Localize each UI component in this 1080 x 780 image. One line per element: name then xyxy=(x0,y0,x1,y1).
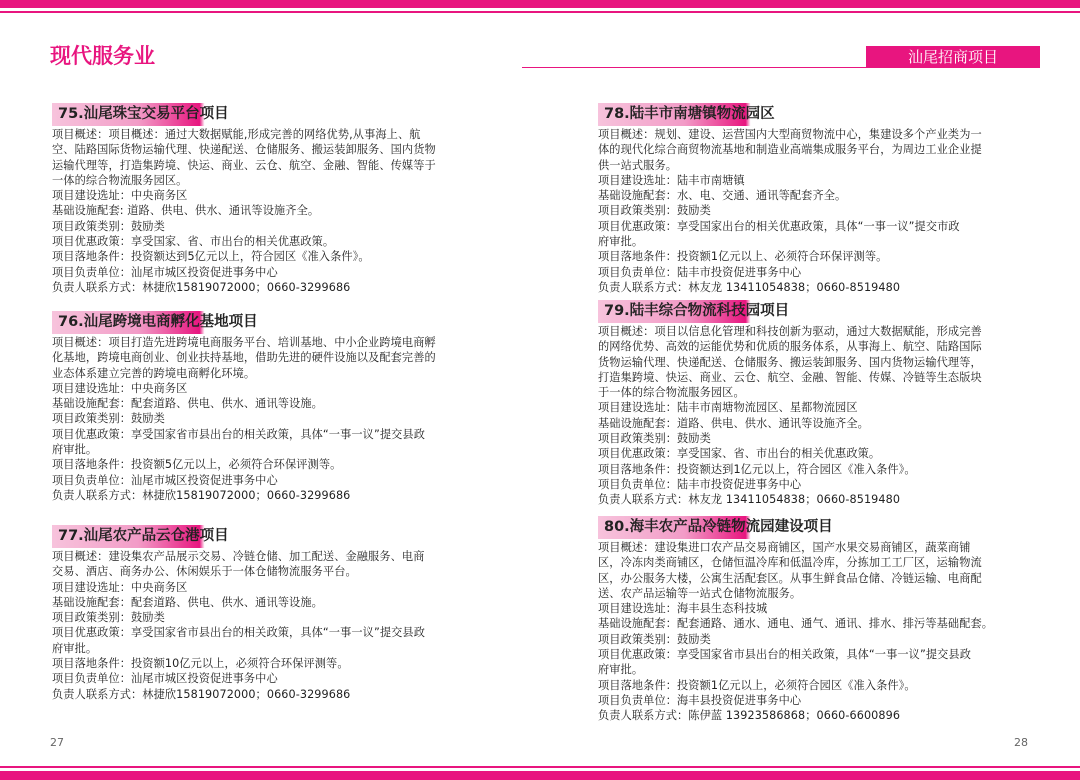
project-line: 负责人联系方式：林捷欣15819072000；0660-3299686 xyxy=(52,488,351,502)
project-line: 负责人联系方式：林捷欣15819072000；0660-3299686 xyxy=(52,687,351,701)
project-line: 区，冷冻肉类商铺区，仓储恒温冷库和低温冷库，分拣加工工厂区，运输物流 xyxy=(598,556,982,570)
project-line: 项目负责单位：汕尾市城区投资促进事务中心 xyxy=(52,672,278,686)
project-line: 项目落地条件：投资额5亿元以上，必须符合环保评测等。 xyxy=(52,458,342,472)
project-line: 项目落地条件：投资额1亿元以上、必须符合环保评测等。 xyxy=(598,250,888,264)
project-line: 基础设施配套：配套道路、供电、供水、通讯等设施。 xyxy=(52,397,323,411)
project-line: 化基地，跨境电商创业、创业扶持基地，借助先进的硬件设施以及配套完善的 xyxy=(52,351,436,365)
project-line: 负责人联系方式：林友龙 13411054838；0660-8519480 xyxy=(598,280,901,294)
project-79 xyxy=(598,300,1038,508)
project-line: 负责人联系方式：陈伊蓝 13923586868；0660-6600896 xyxy=(598,709,901,723)
project-line: 基础设施配套：水、电、交通、通讯等配套齐全。 xyxy=(598,189,847,203)
page-number-right: 28 xyxy=(1014,736,1028,749)
project-line: 基础设施配套：道路、供电、供水、通讯等设施齐全。 xyxy=(598,416,869,430)
project-line: 供一站式服务。 xyxy=(598,158,678,172)
project-line: 项目建设选址：中央商务区 xyxy=(52,189,188,203)
project-line: 项目落地条件：投资额达到1亿元以上，符合园区《准入条件》。 xyxy=(598,462,916,476)
project-title: 77.汕尾农产品云仓港项目 xyxy=(52,525,298,548)
project-title: 78.陆丰市南塘镇物流园区 xyxy=(598,103,844,126)
section-title: 现代服务业 xyxy=(50,44,155,68)
project-line: 项目建设选址：陆丰市南塘物流园区、星都物流园区 xyxy=(598,401,858,415)
project-line: 项目概述：建设集农产品展示交易、冷链仓储、加工配送、金融服务、电商 xyxy=(52,550,425,563)
project-76 xyxy=(52,311,492,503)
top-magenta-band xyxy=(0,0,1080,8)
bottom-magenta-band xyxy=(0,771,1080,780)
project-body xyxy=(52,335,492,503)
project-line: 体的现代化综合商贸物流基地和制造业高端集成服务平台，为周边工业企业提 xyxy=(598,143,982,157)
project-line: 项目优惠政策：享受国家省市县出台的相关政策，具体“一事一议”提交县政 xyxy=(52,427,425,441)
project-body xyxy=(52,127,492,295)
project-body xyxy=(598,324,1038,508)
project-line: 负责人联系方式：林捷欣15819072000；0660-3299686 xyxy=(52,280,351,294)
project-line: 府审批。 xyxy=(52,443,98,457)
header-badge: 汕尾招商项目 xyxy=(866,46,1040,68)
project-line: 项目落地条件：投资额1亿元以上，必须符合园区《准入条件》。 xyxy=(598,678,916,692)
project-title: 80.海丰农产品冷链物流园建设项目 xyxy=(598,516,844,539)
project-line: 一体的综合物流服务园区。 xyxy=(52,173,188,187)
project-line: 项目负责单位：陆丰市投资促进事务中心 xyxy=(598,477,802,491)
project-line: 负责人联系方式：林友龙 13411054838；0660-8519480 xyxy=(598,493,901,507)
project-75 xyxy=(52,103,492,295)
project-line: 项目政策类别：鼓励类 xyxy=(52,412,165,426)
project-line: 基础设施配套：配套通路、通水、通电、通气、通讯、排水、排污等基础配套。 xyxy=(598,617,994,631)
project-line: 项目负责单位：汕尾市城区投资促进事务中心 xyxy=(52,265,278,279)
project-line: 空、陆路国际货物运输代理、快递配送、仓储服务、搬运装卸服务、国内货物 xyxy=(52,143,436,157)
bottom-magenta-thin-line xyxy=(0,766,1080,768)
project-line: 项目优惠政策：享受国家省市县出台的相关政策，具体“一事一议”提交县政 xyxy=(598,648,971,662)
project-title: 79.陆丰综合物流科技园项目 xyxy=(598,300,844,323)
project-line: 于一体的综合物流服务园区。 xyxy=(598,386,745,400)
project-line: 业态体系建立完善的跨境电商孵化环境。 xyxy=(52,366,256,380)
project-line: 项目政策类别：鼓励类 xyxy=(52,611,165,625)
project-line: 项目优惠政策：享受国家、省、市出台的相关优惠政策。 xyxy=(52,235,335,249)
project-line: 区，办公服务大楼，公寓生活配套区。从事生鲜食品仓储、冷链运输、电商配 xyxy=(598,571,982,585)
project-line: 项目概述：项目以信息化管理和科技创新为驱动，通过大数据赋能，形成完善 xyxy=(598,325,982,338)
project-line: 交易、酒店、商务办公、休闲娱乐于一体仓储物流服务平台。 xyxy=(52,565,357,579)
project-line: 项目负责单位：汕尾市城区投资促进事务中心 xyxy=(52,473,278,487)
project-line: 打造集跨境、快运、商业、云仓、航空、金融、智能、传媒、冷链等生态版块 xyxy=(598,370,982,384)
top-magenta-thin-line xyxy=(0,11,1080,13)
project-line: 项目优惠政策：享受国家、省、市出台的相关优惠政策。 xyxy=(598,447,881,461)
project-body xyxy=(598,127,1038,295)
project-line: 项目优惠政策：享受国家省市县出台的相关政策，具体“一事一议”提交县政 xyxy=(52,626,425,640)
project-line: 项目政策类别：鼓励类 xyxy=(598,204,711,218)
project-line: 府审批。 xyxy=(52,641,98,655)
project-78 xyxy=(598,103,1038,295)
project-line: 项目负责单位：陆丰市投资促进事务中心 xyxy=(598,265,802,279)
project-line: 项目优惠政策：享受国家出台的相关优惠政策，具体“一事一议”提交市政 xyxy=(598,219,960,233)
project-line: 项目概述：项目打造先进跨境电商服务平台、培训基地、中小企业跨境电商孵 xyxy=(52,336,436,349)
project-title: 76.汕尾跨境电商孵化基地项目 xyxy=(52,311,298,334)
project-line: 项目建设选址：陆丰市南塘镇 xyxy=(598,173,745,187)
project-line: 项目政策类别：鼓励类 xyxy=(598,432,711,446)
project-line: 货物运输代理、快递配送、仓储服务、搬运装卸服务、国内货物运输代理等， xyxy=(598,355,982,369)
project-line: 府审批。 xyxy=(598,663,644,677)
project-77 xyxy=(52,525,492,702)
project-line: 项目落地条件：投资额达到5亿元以上，符合园区《准入条件》。 xyxy=(52,250,370,264)
project-line: 运输代理等，打造集跨境、快运、商业、云仓、航空、金融、智能、传媒等于 xyxy=(52,158,436,172)
project-line: 项目负责单位：海丰县投资促进事务中心 xyxy=(598,693,802,707)
page-number-left: 27 xyxy=(50,736,64,749)
header-rule xyxy=(522,67,866,68)
project-line: 基础设施配套：配套道路、供电、供水、通讯等设施。 xyxy=(52,595,323,609)
project-line: 项目政策类别：鼓励类 xyxy=(52,219,165,233)
project-body xyxy=(52,549,492,702)
project-line: 项目概述：规划、建设、运营国内大型商贸物流中心，集建设多个产业类为一 xyxy=(598,128,982,141)
project-line: 项目落地条件：投资额10亿元以上，必须符合环保评测等。 xyxy=(52,657,349,671)
project-line: 送、农产品运输等一站式仓储物流服务。 xyxy=(598,586,802,600)
project-body xyxy=(598,540,1038,724)
project-line: 项目建设选址：中央商务区 xyxy=(52,381,188,395)
project-line: 基础设施配套: 道路、供电、供水、通讯等设施齐全。 xyxy=(52,204,320,218)
project-line: 项目概述：项目概述：通过大数据赋能,形成完善的网络优势,从事海上、航 xyxy=(52,128,421,141)
project-title: 75.汕尾珠宝交易平台项目 xyxy=(52,103,298,126)
project-line: 项目概述：建设集进口农产品交易商铺区，国产水果交易商铺区，蔬菜商铺 xyxy=(598,541,971,554)
project-80 xyxy=(598,516,1038,724)
project-line: 的网络优势、高效的运能优势和优质的服务体系，从事海上、航空、陆路国际 xyxy=(598,340,982,354)
project-line: 项目建设选址：中央商务区 xyxy=(52,580,188,594)
project-line: 项目建设选址：海丰县生态科技城 xyxy=(598,602,768,616)
project-line: 府审批。 xyxy=(598,235,644,249)
project-line: 项目政策类别：鼓励类 xyxy=(598,632,711,646)
